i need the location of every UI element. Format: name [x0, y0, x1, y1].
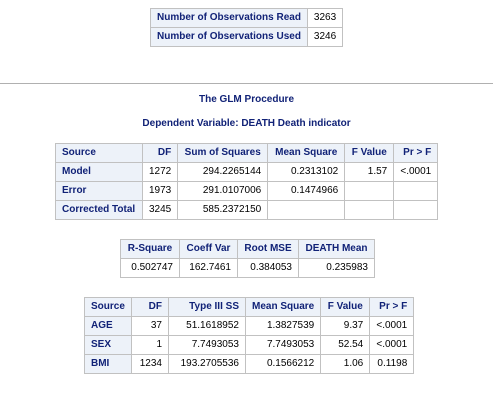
table-header-row: [121, 240, 375, 259]
cell-coeff-var: 162.7461: [180, 259, 238, 278]
cell-f: [345, 201, 394, 220]
header-root-mse: Root MSE: [238, 240, 299, 259]
cell-p: [394, 182, 438, 201]
anova-table: [55, 143, 438, 220]
cell-ss: 7.7493053: [169, 336, 246, 355]
table-row: [151, 28, 343, 47]
table-header-row: [85, 298, 414, 317]
row-source: AGE: [85, 317, 132, 336]
table-row: [56, 182, 438, 201]
cell-df: 1: [132, 336, 169, 355]
cell-r-square: 0.502747: [121, 259, 180, 278]
table-row: [85, 355, 414, 374]
observations-table: [150, 8, 343, 47]
table-row: [151, 9, 343, 28]
header-coeff-var: Coeff Var: [180, 240, 238, 259]
obs-used-label: Number of Observations Used: [151, 28, 308, 47]
obs-read-label: Number of Observations Read: [151, 9, 308, 28]
cell-ss: 291.0107006: [178, 182, 268, 201]
cell-ms: 0.1474966: [268, 182, 345, 201]
table-row: [121, 259, 375, 278]
row-source: BMI: [85, 355, 132, 374]
cell-f: 1.57: [345, 163, 394, 182]
header-source: Source: [56, 144, 143, 163]
table-row: [56, 163, 438, 182]
header-mean-square: Mean Square: [268, 144, 345, 163]
cell-p: 0.1198: [370, 355, 414, 374]
type3-table: [84, 297, 414, 374]
header-sum-of-squares: Sum of Squares: [178, 144, 268, 163]
row-source: Error: [56, 182, 143, 201]
header-source: Source: [85, 298, 132, 317]
cell-p: <.0001: [394, 163, 438, 182]
cell-root-mse: 0.384053: [238, 259, 299, 278]
cell-f: 52.54: [321, 336, 370, 355]
header-r-square: R-Square: [121, 240, 180, 259]
cell-ss: 51.1618952: [169, 317, 246, 336]
row-source: SEX: [85, 336, 132, 355]
header-df: DF: [143, 144, 178, 163]
cell-ms: [268, 201, 345, 220]
cell-ms: 0.1566212: [246, 355, 321, 374]
cell-p: [394, 201, 438, 220]
cell-ss: 585.2372150: [178, 201, 268, 220]
cell-f: [345, 182, 394, 201]
table-row: [56, 201, 438, 220]
cell-df: 1234: [132, 355, 169, 374]
header-f-value: F Value: [345, 144, 394, 163]
cell-df: 1973: [143, 182, 178, 201]
page-separator: [0, 83, 493, 84]
cell-ms: 1.3827539: [246, 317, 321, 336]
header-pr-f: Pr > F: [394, 144, 438, 163]
procedure-title: The GLM Procedure: [198, 94, 294, 105]
cell-p: <.0001: [370, 336, 414, 355]
table-row: [85, 317, 414, 336]
header-type3-ss: Type III SS: [169, 298, 246, 317]
cell-df: 37: [132, 317, 169, 336]
cell-f: 1.06: [321, 355, 370, 374]
header-death-mean: DEATH Mean: [299, 240, 375, 259]
obs-used-value: 3246: [307, 28, 342, 47]
row-source: Model: [56, 163, 143, 182]
header-mean-square: Mean Square: [246, 298, 321, 317]
cell-p: <.0001: [370, 317, 414, 336]
cell-df: 3245: [143, 201, 178, 220]
dependent-variable-title: Dependent Variable: DEATH Death indicator: [142, 118, 351, 129]
cell-ss: 193.2705536: [169, 355, 246, 374]
cell-ms: 7.7493053: [246, 336, 321, 355]
cell-ms: 0.2313102: [268, 163, 345, 182]
cell-ss: 294.2265144: [178, 163, 268, 182]
header-df: DF: [132, 298, 169, 317]
cell-death-mean: 0.235983: [299, 259, 375, 278]
header-pr-f: Pr > F: [370, 298, 414, 317]
header-f-value: F Value: [321, 298, 370, 317]
cell-df: 1272: [143, 163, 178, 182]
fit-statistics-table: [120, 239, 375, 278]
table-row: [85, 336, 414, 355]
obs-read-value: 3263: [307, 9, 342, 28]
row-source: Corrected Total: [56, 201, 143, 220]
cell-f: 9.37: [321, 317, 370, 336]
table-header-row: [56, 144, 438, 163]
